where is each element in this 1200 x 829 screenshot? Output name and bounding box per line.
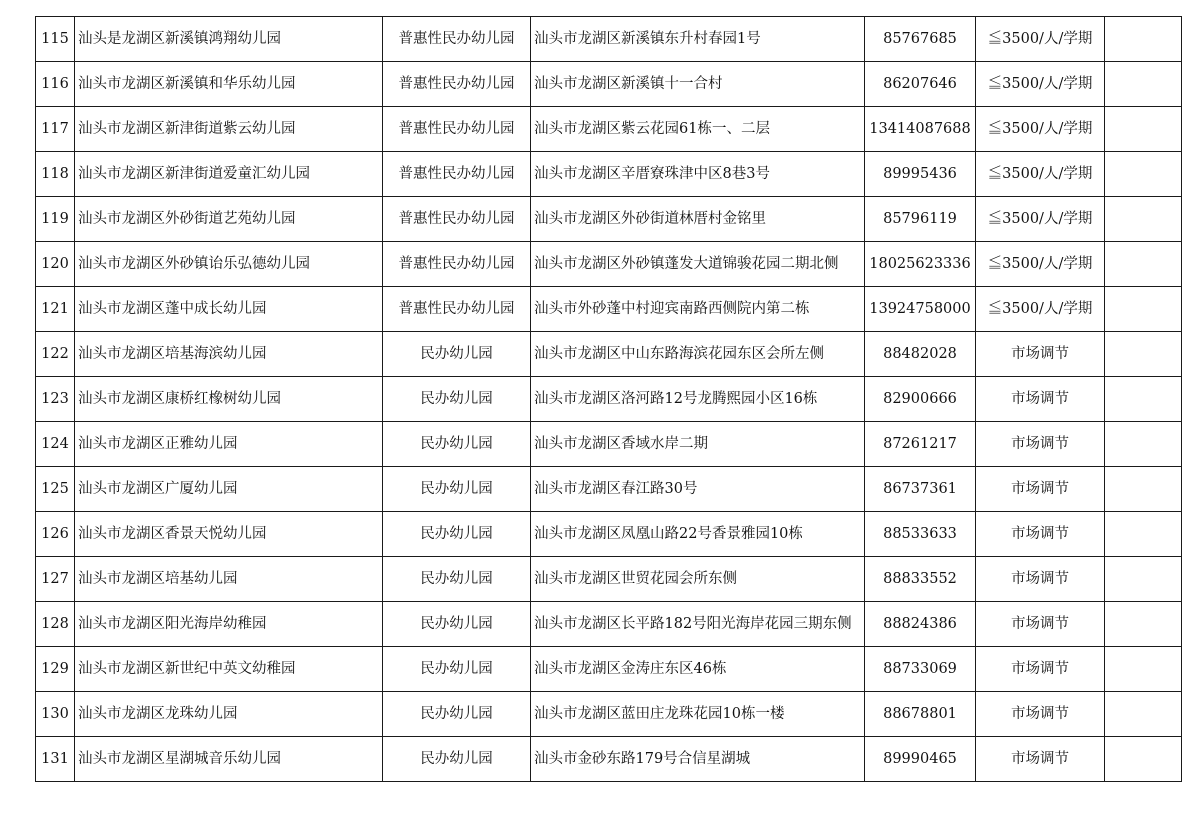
row-number: 121	[36, 287, 75, 332]
remarks-cell	[1105, 737, 1182, 782]
kindergarten-name: 汕头市龙湖区正雅幼儿园	[75, 422, 383, 467]
phone-number: 89995436	[865, 152, 976, 197]
kindergarten-type: 普惠性民办幼儿园	[383, 62, 531, 107]
table-row	[36, 332, 1182, 377]
table-row	[36, 152, 1182, 197]
phone-number: 18025623336	[865, 242, 976, 287]
phone-number: 82900666	[865, 377, 976, 422]
remarks-cell	[1105, 647, 1182, 692]
table-row	[36, 62, 1182, 107]
kindergarten-address: 汕头市龙湖区新溪镇东升村春园1号	[531, 17, 865, 62]
kindergarten-name: 汕头市龙湖区蓬中成长幼儿园	[75, 287, 383, 332]
row-number: 123	[36, 377, 75, 422]
remarks-cell	[1105, 287, 1182, 332]
fee-standard: ≦3500/人/学期	[976, 152, 1105, 197]
table-row	[36, 17, 1182, 62]
phone-number: 86737361	[865, 467, 976, 512]
kindergarten-address: 汕头市龙湖区蓝田庄龙珠花园10栋一楼	[531, 692, 865, 737]
kindergarten-address: 汕头市龙湖区长平路182号阳光海岸花园三期东侧	[531, 602, 865, 647]
kindergarten-name: 汕头市龙湖区外砂街道艺苑幼儿园	[75, 197, 383, 242]
kindergarten-address: 汕头市龙湖区凤凰山路22号香景雅园10栋	[531, 512, 865, 557]
kindergarten-address: 汕头市龙湖区中山东路海滨花园东区会所左侧	[531, 332, 865, 377]
kindergarten-address: 汕头市龙湖区春江路30号	[531, 467, 865, 512]
kindergarten-address: 汕头市龙湖区辛厝寮珠津中区8巷3号	[531, 152, 865, 197]
phone-number: 88678801	[865, 692, 976, 737]
kindergarten-type: 民办幼儿园	[383, 377, 531, 422]
kindergarten-type: 民办幼儿园	[383, 467, 531, 512]
kindergarten-type: 民办幼儿园	[383, 602, 531, 647]
table-row	[36, 377, 1182, 422]
phone-number: 88733069	[865, 647, 976, 692]
kindergarten-name: 汕头市龙湖区新津街道爱童汇幼儿园	[75, 152, 383, 197]
phone-number: 85796119	[865, 197, 976, 242]
fee-standard: 市场调节	[976, 512, 1105, 557]
table-row	[36, 242, 1182, 287]
row-number: 125	[36, 467, 75, 512]
kindergarten-name: 汕头市龙湖区康桥红橡树幼儿园	[75, 377, 383, 422]
kindergarten-name: 汕头市龙湖区新津街道紫云幼儿园	[75, 107, 383, 152]
remarks-cell	[1105, 512, 1182, 557]
fee-standard: 市场调节	[976, 602, 1105, 647]
table-row	[36, 692, 1182, 737]
kindergarten-type: 民办幼儿园	[383, 647, 531, 692]
phone-number: 13414087688	[865, 107, 976, 152]
kindergarten-name: 汕头市龙湖区龙珠幼儿园	[75, 692, 383, 737]
kindergarten-address: 汕头市金砂东路179号合信星湖城	[531, 737, 865, 782]
fee-standard: 市场调节	[976, 557, 1105, 602]
row-number: 116	[36, 62, 75, 107]
table-row	[36, 737, 1182, 782]
kindergarten-address: 汕头市龙湖区外砂街道林厝村金铭里	[531, 197, 865, 242]
kindergarten-name: 汕头市龙湖区培基海滨幼儿园	[75, 332, 383, 377]
remarks-cell	[1105, 557, 1182, 602]
table-row	[36, 197, 1182, 242]
phone-number: 88824386	[865, 602, 976, 647]
kindergarten-type: 普惠性民办幼儿园	[383, 242, 531, 287]
kindergarten-address: 汕头市龙湖区新溪镇十一合村	[531, 62, 865, 107]
kindergarten-name: 汕头市龙湖区阳光海岸幼稚园	[75, 602, 383, 647]
kindergarten-address: 汕头市龙湖区外砂镇蓬发大道锦骏花园二期北侧	[531, 242, 865, 287]
phone-number: 89990465	[865, 737, 976, 782]
remarks-cell	[1105, 377, 1182, 422]
remarks-cell	[1105, 602, 1182, 647]
fee-standard: ≦3500/人/学期	[976, 107, 1105, 152]
kindergarten-type: 民办幼儿园	[383, 557, 531, 602]
row-number: 126	[36, 512, 75, 557]
row-number: 130	[36, 692, 75, 737]
fee-standard: 市场调节	[976, 332, 1105, 377]
kindergarten-address: 汕头市龙湖区紫云花园61栋一、二层	[531, 107, 865, 152]
kindergarten-name: 汕头市龙湖区培基幼儿园	[75, 557, 383, 602]
kindergarten-name: 汕头市龙湖区广厦幼儿园	[75, 467, 383, 512]
row-number: 128	[36, 602, 75, 647]
kindergarten-address: 汕头市龙湖区金涛庄东区46栋	[531, 647, 865, 692]
fee-standard: 市场调节	[976, 692, 1105, 737]
fee-standard: 市场调节	[976, 377, 1105, 422]
row-number: 124	[36, 422, 75, 467]
remarks-cell	[1105, 197, 1182, 242]
kindergarten-type: 普惠性民办幼儿园	[383, 287, 531, 332]
kindergarten-table	[35, 16, 1182, 782]
kindergarten-name: 汕头市龙湖区外砂镇诒乐弘德幼儿园	[75, 242, 383, 287]
row-number: 122	[36, 332, 75, 377]
table-row	[36, 647, 1182, 692]
table-row	[36, 602, 1182, 647]
kindergarten-type: 民办幼儿园	[383, 512, 531, 557]
remarks-cell	[1105, 422, 1182, 467]
fee-standard: 市场调节	[976, 737, 1105, 782]
table-row	[36, 512, 1182, 557]
document-page	[35, 16, 1181, 782]
fee-standard: 市场调节	[976, 647, 1105, 692]
table-row	[36, 557, 1182, 602]
remarks-cell	[1105, 62, 1182, 107]
remarks-cell	[1105, 692, 1182, 737]
fee-standard: 市场调节	[976, 467, 1105, 512]
kindergarten-address: 汕头市龙湖区香域水岸二期	[531, 422, 865, 467]
remarks-cell	[1105, 107, 1182, 152]
row-number: 115	[36, 17, 75, 62]
phone-number: 88533633	[865, 512, 976, 557]
table-row	[36, 287, 1182, 332]
fee-standard: ≦3500/人/学期	[976, 62, 1105, 107]
phone-number: 86207646	[865, 62, 976, 107]
remarks-cell	[1105, 17, 1182, 62]
phone-number: 13924758000	[865, 287, 976, 332]
remarks-cell	[1105, 242, 1182, 287]
row-number: 119	[36, 197, 75, 242]
phone-number: 88833552	[865, 557, 976, 602]
row-number: 131	[36, 737, 75, 782]
remarks-cell	[1105, 152, 1182, 197]
table-body	[36, 17, 1182, 782]
kindergarten-address: 汕头市龙湖区世贸花园会所东侧	[531, 557, 865, 602]
kindergarten-type: 民办幼儿园	[383, 422, 531, 467]
remarks-cell	[1105, 332, 1182, 377]
table-row	[36, 467, 1182, 512]
phone-number: 88482028	[865, 332, 976, 377]
phone-number: 87261217	[865, 422, 976, 467]
kindergarten-type: 普惠性民办幼儿园	[383, 197, 531, 242]
kindergarten-name: 汕头是龙湖区新溪镇鸿翔幼儿园	[75, 17, 383, 62]
fee-standard: ≦3500/人/学期	[976, 242, 1105, 287]
table-row	[36, 107, 1182, 152]
fee-standard: ≦3500/人/学期	[976, 197, 1105, 242]
kindergarten-type: 民办幼儿园	[383, 332, 531, 377]
fee-standard: ≦3500/人/学期	[976, 287, 1105, 332]
kindergarten-type: 普惠性民办幼儿园	[383, 152, 531, 197]
row-number: 117	[36, 107, 75, 152]
row-number: 118	[36, 152, 75, 197]
kindergarten-type: 民办幼儿园	[383, 692, 531, 737]
kindergarten-name: 汕头市龙湖区新溪镇和华乐幼儿园	[75, 62, 383, 107]
kindergarten-name: 汕头市龙湖区香景天悦幼儿园	[75, 512, 383, 557]
row-number: 127	[36, 557, 75, 602]
kindergarten-type: 普惠性民办幼儿园	[383, 107, 531, 152]
table-row	[36, 422, 1182, 467]
kindergarten-address: 汕头市龙湖区洛河路12号龙腾熙园小区16栋	[531, 377, 865, 422]
kindergarten-address: 汕头市外砂蓬中村迎宾南路西侧院内第二栋	[531, 287, 865, 332]
row-number: 129	[36, 647, 75, 692]
row-number: 120	[36, 242, 75, 287]
phone-number: 85767685	[865, 17, 976, 62]
kindergarten-type: 民办幼儿园	[383, 737, 531, 782]
remarks-cell	[1105, 467, 1182, 512]
kindergarten-type: 普惠性民办幼儿园	[383, 17, 531, 62]
fee-standard: ≦3500/人/学期	[976, 17, 1105, 62]
fee-standard: 市场调节	[976, 422, 1105, 467]
kindergarten-name: 汕头市龙湖区星湖城音乐幼儿园	[75, 737, 383, 782]
kindergarten-name: 汕头市龙湖区新世纪中英文幼稚园	[75, 647, 383, 692]
